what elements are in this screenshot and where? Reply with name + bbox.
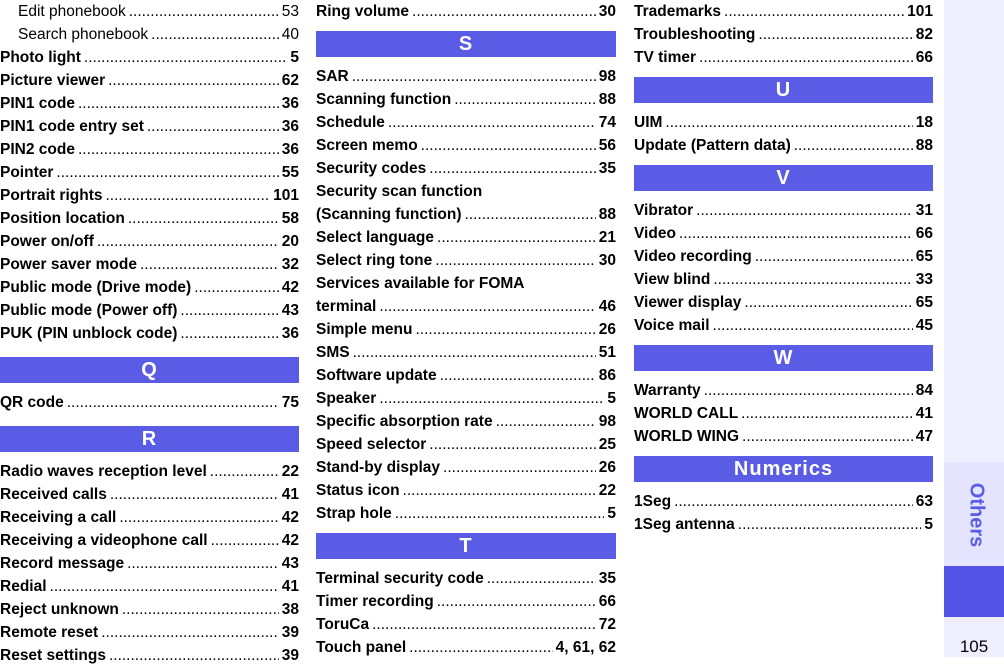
index-entry[interactable]	[634, 425, 933, 448]
entry-label-line1: Services available for FOMA	[316, 275, 525, 292]
entry-label: terminal	[316, 298, 377, 315]
index-entry[interactable]	[316, 88, 616, 111]
entry-page: 101	[907, 3, 933, 20]
index-entry[interactable]	[316, 364, 616, 387]
entry-page: 35	[598, 160, 616, 177]
entry-label: View blind	[634, 271, 711, 288]
dot-leader	[67, 391, 279, 414]
entry-label: 1Seg	[634, 493, 672, 510]
entry-label: Video	[634, 225, 676, 242]
index-entry[interactable]	[634, 23, 933, 46]
entry-page: 56	[598, 137, 616, 154]
entry-page: 36	[281, 95, 299, 112]
entry-page: 30	[598, 3, 616, 20]
entry-label: Search phonebook	[18, 26, 149, 43]
entry-label: Stand-by display	[316, 459, 441, 476]
entry-label: Screen memo	[316, 137, 418, 154]
index-entry[interactable]	[0, 46, 299, 69]
dot-leader	[140, 253, 279, 276]
dot-leader	[101, 621, 279, 644]
index-entry[interactable]	[634, 379, 933, 402]
index-entry[interactable]	[0, 621, 299, 644]
entry-page: 66	[915, 49, 933, 66]
dot-leader	[122, 598, 279, 621]
entry-label: Touch panel	[316, 639, 407, 656]
dot-leader	[713, 268, 912, 291]
dot-leader	[352, 65, 596, 88]
entry-page: 36	[281, 325, 299, 342]
index-entry[interactable]	[0, 138, 299, 161]
index-entry[interactable]	[0, 115, 299, 138]
index-entry[interactable]	[634, 402, 933, 425]
index-entry[interactable]	[0, 207, 299, 230]
dot-leader	[674, 490, 913, 513]
entry-label: Power saver mode	[0, 256, 137, 273]
entry-page: 53	[281, 3, 299, 20]
entry-label: Reject unknown	[0, 601, 119, 618]
entry-label: Position location	[0, 210, 125, 227]
entry-page: 88	[598, 91, 616, 108]
entry-label: Reset settings	[0, 647, 106, 664]
dot-leader	[412, 0, 596, 23]
spacer	[634, 191, 933, 199]
section-header: Q	[0, 357, 299, 383]
dot-leader	[496, 410, 596, 433]
dot-leader	[679, 222, 913, 245]
entry-label: SAR	[316, 68, 349, 85]
entry-label: PUK (PIN unblock code)	[0, 325, 178, 342]
entry-line2	[316, 295, 616, 318]
index-entry[interactable]	[316, 456, 616, 479]
index-entry[interactable]	[316, 111, 616, 134]
index-subentry[interactable]	[0, 23, 299, 46]
dot-leader	[437, 226, 596, 249]
dot-leader	[210, 460, 279, 483]
entry-page: 22	[281, 463, 299, 480]
entry-label: Remote reset	[0, 624, 99, 641]
spacer	[634, 371, 933, 379]
entry-page: 43	[281, 555, 299, 572]
dot-leader	[429, 433, 595, 456]
entry-label: Specific absorption rate	[316, 413, 493, 430]
dot-leader	[129, 0, 279, 23]
entry-label: WORLD CALL	[634, 405, 739, 422]
index-entry[interactable]	[316, 410, 616, 433]
entry-page: 38	[281, 601, 299, 618]
spacer	[0, 383, 299, 391]
dot-leader	[180, 299, 278, 322]
dot-leader	[395, 502, 605, 525]
index-entry[interactable]	[0, 598, 299, 621]
dot-leader	[465, 203, 596, 226]
dot-leader	[744, 291, 912, 314]
entry-page: 42	[281, 279, 299, 296]
section-tab-label: Others	[965, 482, 988, 548]
dot-leader	[696, 199, 913, 222]
entry-label: Video recording	[634, 248, 752, 265]
index-entry[interactable]	[0, 230, 299, 253]
section-header: R	[0, 426, 299, 452]
index-entry[interactable]	[634, 199, 933, 222]
entry-page: 26	[598, 459, 616, 476]
entry-label-line1: Security scan function	[316, 183, 483, 200]
dot-leader	[97, 230, 279, 253]
dot-leader	[105, 184, 270, 207]
spacer	[634, 337, 933, 345]
index-entry[interactable]	[316, 636, 616, 659]
spacer	[316, 559, 616, 567]
index-entry[interactable]	[634, 513, 933, 536]
spacer	[0, 414, 299, 426]
dot-leader	[421, 134, 596, 157]
section-header: Numerics	[634, 456, 933, 482]
entry-label: Trademarks	[634, 3, 722, 20]
dot-leader	[127, 552, 279, 575]
index-entry[interactable]	[316, 502, 616, 525]
entry-page: 75	[281, 394, 299, 411]
entry-page: 88	[915, 137, 933, 154]
dot-leader	[713, 314, 913, 337]
entry-page: 18	[915, 114, 933, 131]
entry-label: PIN1 code	[0, 95, 75, 112]
index-entry[interactable]	[316, 157, 616, 180]
dot-leader	[738, 513, 922, 536]
spacer	[634, 157, 933, 165]
entry-label: Pointer	[0, 164, 54, 181]
entry-label: Simple menu	[316, 321, 413, 338]
dot-leader	[429, 157, 595, 180]
index-column-3	[634, 0, 933, 536]
entry-page: 65	[915, 248, 933, 265]
entry-page: 41	[915, 405, 933, 422]
entry-label: TV timer	[634, 49, 697, 66]
index-entry[interactable]	[0, 575, 299, 598]
dot-leader	[180, 322, 278, 345]
entry-label: Software update	[316, 367, 437, 384]
entry-page: 36	[281, 118, 299, 135]
index-entry[interactable]	[316, 341, 616, 364]
index-entry[interactable]	[634, 268, 933, 291]
entry-page: 66	[915, 225, 933, 242]
entry-label: ToruCa	[316, 616, 370, 633]
entry-page: 36	[281, 141, 299, 158]
dot-leader	[109, 644, 279, 667]
dot-leader	[128, 207, 279, 230]
entry-label: Edit phonebook	[18, 3, 126, 20]
entry-label: Received calls	[0, 486, 107, 503]
entry-label: WORLD WING	[634, 428, 740, 445]
dot-leader	[724, 0, 904, 23]
dot-leader	[372, 613, 596, 636]
entry-page: 5	[607, 390, 616, 407]
dot-leader	[78, 92, 279, 115]
entry-label: Receiving a videophone call	[0, 532, 208, 549]
index-entry[interactable]	[316, 318, 616, 341]
entry-label: PIN1 code entry set	[0, 118, 144, 135]
index-entry[interactable]	[0, 322, 299, 345]
entry-page: 5	[607, 505, 616, 522]
index-entry[interactable]	[634, 134, 933, 157]
dot-leader	[194, 276, 279, 299]
spacer	[634, 482, 933, 490]
index-column-2	[316, 0, 616, 659]
index-entry[interactable]	[634, 314, 933, 337]
dot-leader	[110, 483, 279, 506]
index-entry[interactable]	[0, 184, 299, 207]
index-entry[interactable]	[0, 483, 299, 506]
entry-page: 41	[281, 578, 299, 595]
entry-label: (Scanning function)	[316, 206, 462, 223]
entry-page: 5	[290, 49, 299, 66]
entry-page: 55	[281, 164, 299, 181]
entry-page: 42	[281, 509, 299, 526]
dot-leader	[440, 364, 596, 387]
entry-label: Select language	[316, 229, 435, 246]
dot-leader	[741, 402, 913, 425]
entry-label: Vibrator	[634, 202, 694, 219]
entry-page: 31	[915, 202, 933, 219]
index-entry[interactable]	[316, 65, 616, 88]
entry-page: 86	[598, 367, 616, 384]
dot-leader	[742, 425, 913, 448]
dot-leader	[487, 567, 596, 590]
entry-label: PIN2 code	[0, 141, 75, 158]
index-entry[interactable]	[316, 249, 616, 272]
entry-page: 58	[281, 210, 299, 227]
spacer	[316, 57, 616, 65]
entry-label: Speed selector	[316, 436, 427, 453]
index-entry[interactable]	[634, 490, 933, 513]
entry-label: Power on/off	[0, 233, 94, 250]
dot-leader	[379, 295, 595, 318]
index-entry[interactable]	[0, 69, 299, 92]
entry-page: 88	[598, 206, 616, 223]
index-entry[interactable]	[0, 644, 299, 667]
entry-page: 62	[281, 72, 299, 89]
entry-label: Strap hole	[316, 505, 392, 522]
entry-page: 82	[915, 26, 933, 43]
index-entry[interactable]	[0, 529, 299, 552]
dot-leader	[409, 636, 553, 659]
entry-page: 98	[598, 68, 616, 85]
entry-page: 47	[915, 428, 933, 445]
entry-label: Portrait rights	[0, 187, 103, 204]
section-tab-label-wrap	[936, 470, 1004, 560]
entry-page: 101	[273, 187, 299, 204]
spacer	[0, 452, 299, 460]
entry-page: 33	[915, 271, 933, 288]
spacer	[634, 448, 933, 456]
entry-label: Radio waves reception level	[0, 463, 207, 480]
index-entry[interactable]	[0, 92, 299, 115]
index-entry[interactable]	[316, 567, 616, 590]
entry-line2	[316, 203, 616, 226]
entry-page: 41	[281, 486, 299, 503]
dot-leader	[151, 23, 279, 46]
entry-label: Public mode (Power off)	[0, 302, 178, 319]
entry-page: 32	[281, 256, 299, 273]
entry-label: Ring volume	[316, 3, 410, 20]
index-entry[interactable]	[0, 460, 299, 483]
dot-leader	[78, 138, 279, 161]
entry-page: 21	[598, 229, 616, 246]
dot-leader	[211, 529, 279, 552]
entry-label: Voice mail	[634, 317, 710, 334]
dot-leader	[794, 134, 913, 157]
index-entry[interactable]	[634, 222, 933, 245]
entry-label: 1Seg antenna	[634, 516, 735, 533]
entry-label: Viewer display	[634, 294, 742, 311]
entry-label: QR code	[0, 394, 64, 411]
index-entry[interactable]	[634, 291, 933, 314]
dot-leader	[403, 479, 596, 502]
entry-page: 35	[598, 570, 616, 587]
dot-leader	[50, 575, 279, 598]
dot-leader	[84, 46, 287, 69]
entry-label: UIM	[634, 114, 663, 131]
entry-label: Speaker	[316, 390, 377, 407]
section-header: V	[634, 165, 933, 191]
index-entry[interactable]	[316, 613, 616, 636]
dot-leader	[699, 46, 913, 69]
dot-leader	[437, 590, 596, 613]
dot-leader	[435, 249, 595, 272]
entry-label: Receiving a call	[0, 509, 117, 526]
entry-label: Public mode (Drive mode)	[0, 279, 192, 296]
dot-leader	[443, 456, 596, 479]
entry-page: 98	[598, 413, 616, 430]
spacer	[0, 345, 299, 357]
entry-page: 46	[598, 298, 616, 315]
index-entry[interactable]	[316, 387, 616, 410]
index-entry[interactable]	[0, 161, 299, 184]
index-entry[interactable]	[634, 46, 933, 69]
dot-leader	[415, 318, 595, 341]
index-entry[interactable]	[0, 552, 299, 575]
entry-label: SMS	[316, 344, 350, 361]
entry-label: Record message	[0, 555, 125, 572]
index-column-1	[0, 0, 299, 667]
dot-leader	[758, 23, 912, 46]
index-entry[interactable]	[0, 276, 299, 299]
section-header: T	[316, 533, 616, 559]
entry-page: 84	[915, 382, 933, 399]
spacer	[634, 103, 933, 111]
entry-label: Timer recording	[316, 593, 434, 610]
entry-page: 4, 61, 62	[555, 639, 616, 656]
index-entry[interactable]	[0, 506, 299, 529]
entry-label: Schedule	[316, 114, 385, 131]
entry-label: Warranty	[634, 382, 701, 399]
entry-page: 30	[598, 252, 616, 269]
entry-label: Photo light	[0, 49, 81, 66]
index-entry[interactable]	[316, 479, 616, 502]
index-entry[interactable]	[316, 134, 616, 157]
entry-page: 26	[598, 321, 616, 338]
section-header: U	[634, 77, 933, 103]
entry-label: Picture viewer	[0, 72, 106, 89]
index-entry[interactable]	[0, 391, 299, 414]
entry-page: 45	[915, 317, 933, 334]
entry-label: Update (Pattern data)	[634, 137, 791, 154]
index-entry[interactable]	[316, 180, 616, 226]
index-entry[interactable]	[316, 590, 616, 613]
entry-label: Redial	[0, 578, 47, 595]
entry-label: Security codes	[316, 160, 427, 177]
section-header: S	[316, 31, 616, 57]
entry-label: Scanning function	[316, 91, 452, 108]
spacer	[316, 525, 616, 533]
entry-page: 72	[598, 616, 616, 633]
section-header: W	[634, 345, 933, 371]
dot-leader	[755, 245, 913, 268]
entry-label: Troubleshooting	[634, 26, 756, 43]
index-subentry[interactable]	[0, 0, 299, 23]
dot-leader	[454, 88, 596, 111]
entry-page: 65	[915, 294, 933, 311]
index-entry[interactable]	[634, 245, 933, 268]
dot-leader	[379, 387, 604, 410]
entry-page: 43	[281, 302, 299, 319]
entry-page: 20	[281, 233, 299, 250]
entry-label: Terminal security code	[316, 570, 484, 587]
dot-leader	[353, 341, 596, 364]
index-entry[interactable]	[0, 299, 299, 322]
entry-page: 66	[598, 593, 616, 610]
entry-page: 63	[915, 493, 933, 510]
index-entry[interactable]	[316, 226, 616, 249]
entry-page: 39	[281, 624, 299, 641]
index-entry[interactable]	[316, 0, 616, 23]
entry-page: 22	[598, 482, 616, 499]
spacer	[634, 69, 933, 77]
index-entry[interactable]	[634, 0, 933, 23]
entry-page: 51	[598, 344, 616, 361]
index-entry[interactable]	[0, 253, 299, 276]
index-entry[interactable]	[316, 272, 616, 318]
entry-label: Select ring tone	[316, 252, 433, 269]
spacer	[316, 23, 616, 31]
section-tab-marker	[944, 566, 1004, 617]
entry-page: 5	[924, 516, 933, 533]
page-number: 105	[959, 637, 989, 656]
entry-page: 42	[281, 532, 299, 549]
dot-leader	[56, 161, 278, 184]
index-entry[interactable]	[634, 111, 933, 134]
index-entry[interactable]	[316, 433, 616, 456]
entry-page: 74	[598, 114, 616, 131]
entry-page: 25	[598, 436, 616, 453]
entry-page: 39	[281, 647, 299, 664]
dot-leader	[665, 111, 912, 134]
dot-leader	[704, 379, 913, 402]
dot-leader	[388, 111, 596, 134]
dot-leader	[147, 115, 279, 138]
dot-leader	[108, 69, 279, 92]
entry-label: Status icon	[316, 482, 400, 499]
dot-leader	[119, 506, 278, 529]
entry-page: 40	[281, 26, 299, 43]
